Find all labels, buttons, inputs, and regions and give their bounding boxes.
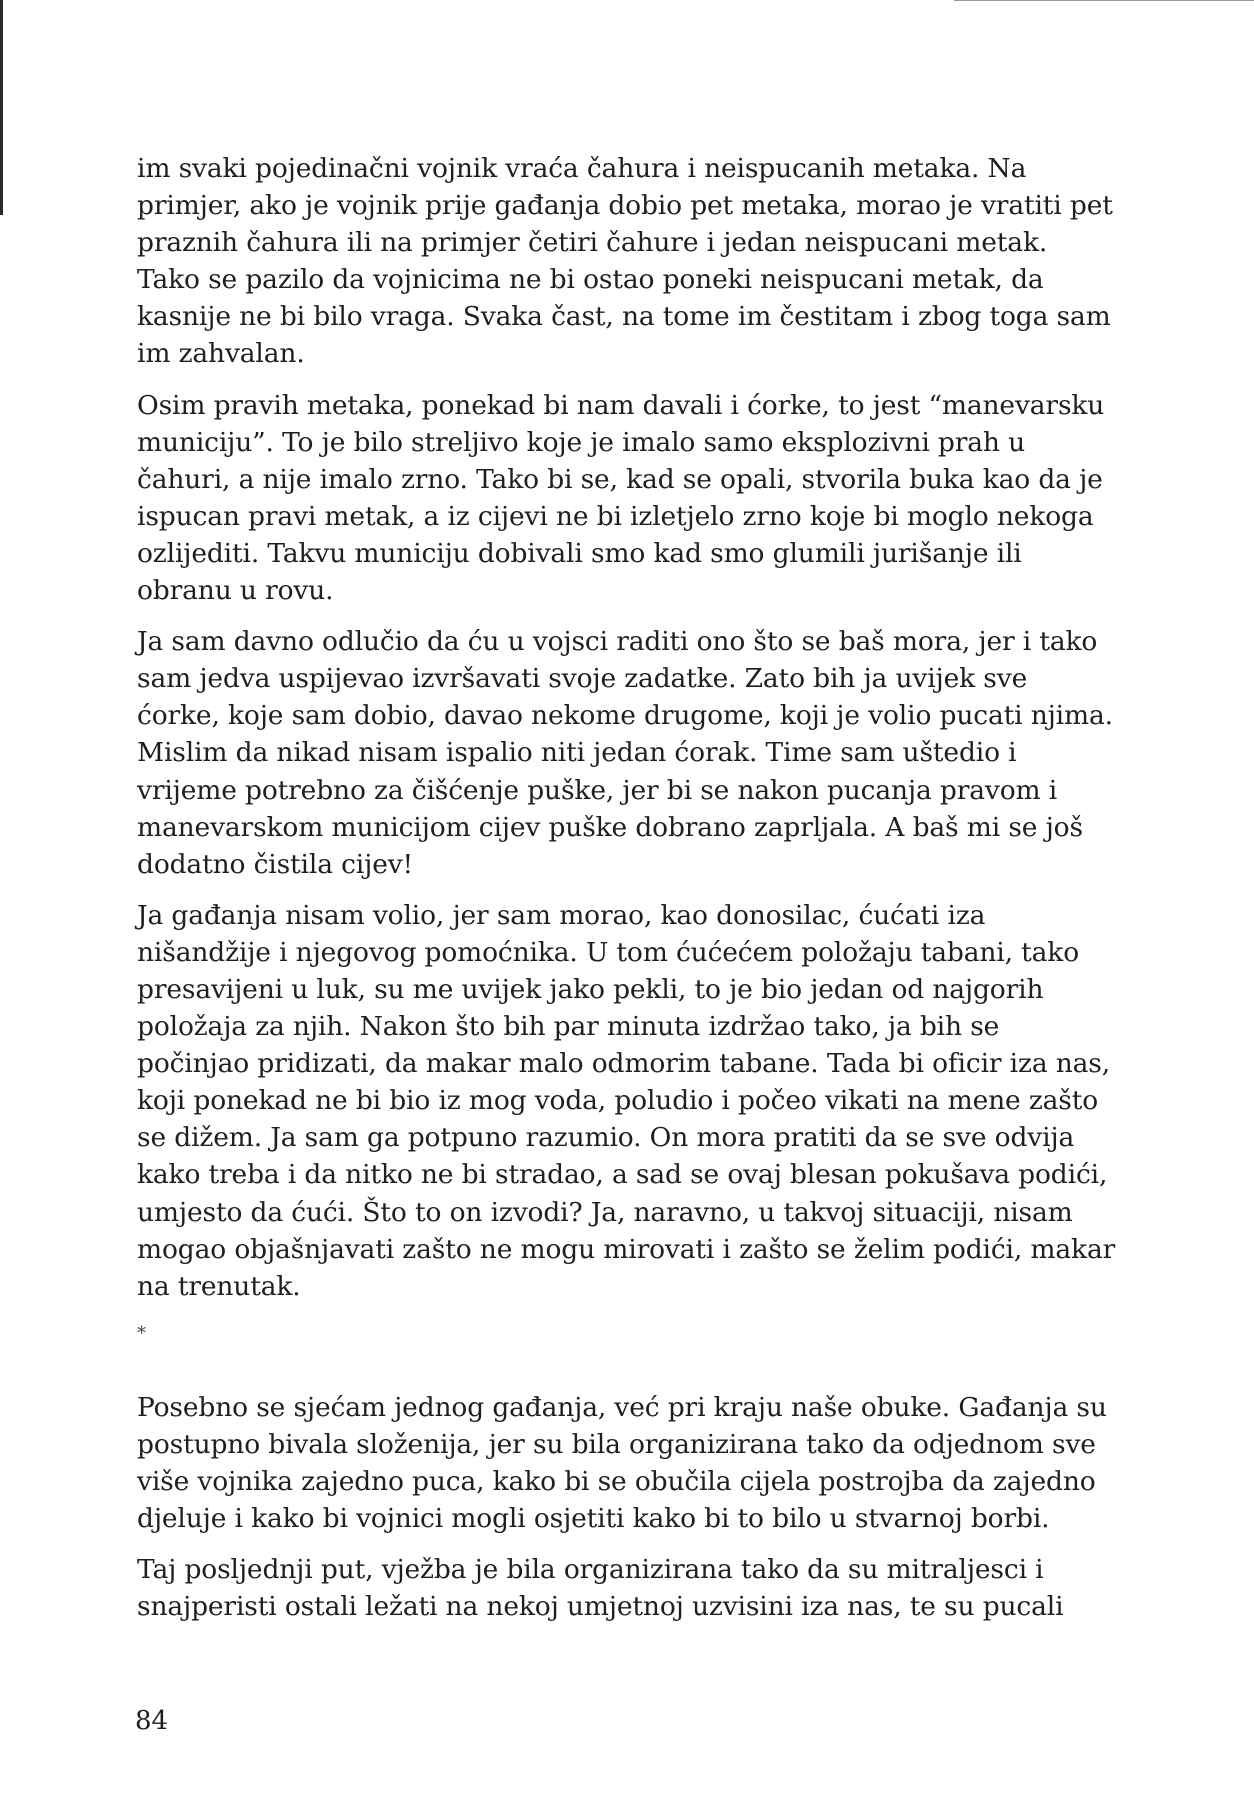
scan-edge-top <box>954 0 1254 1</box>
paragraph: Ja gađanja nisam volio, jer sam morao, kao donosilac, ćućati iza nišandžije i njegovog pomoćnika. U tom ćućećem položaju tabani, tako presavijeni u luk, su me uvijek jako pekli, to je bio jedan od najgorih položaja za njih. Nakon što bih par minuta izdržao tako, ja bih se počinjao pridizati, da makar malo odmorim tabane. Tada bi oficir iza nas, koji ponekad ne bi bio iz mog voda, poludio i počeo vikati na mene zašto se dižem. Ja sam ga potpuno razumio. On mora pratiti da se sve odvija kako treba i da nitko ne bi stradao, a sad se ovaj blesan pokušava podići, umjesto da ćući. Što to on izvodi? Ja, naravno, u takvoj situaciji, nisam mogao objašnjavati zašto ne mogu mirovati i zašto se želim podići, makar na trenutak. <box>137 899 1116 1302</box>
body-text <box>137 150 1117 1625</box>
paragraph: Posebno se sjećam jednog gađanja, već pri kraju naše obuke. Gađanja su postupno bivala složenija, jer su bila organizirana tako da odjednom sve više vojnika zajedno puca, kako bi se obučila cijela postrojba da zajedno djeluje i kako bi vojnici mogli osjetiti kako bi to bilo u stvarnoj borbi. <box>137 1391 1107 1535</box>
paragraph: Osim pravih metaka, ponekad bi nam davali i ćorke, to jest “manevarsku municiju”. To je bilo streljivo koje je imalo samo eksplozivni prah u čahuri, a nije imalo zrno. Tako bi se, kad se opali, stvorila buka kao da je ispucan pravi metak, a iz cijevi ne bi izletjelo zrno koje bi moglo nekoga ozlijediti. Takvu municiju dobivali smo kad smo glumili jurišanje ili obranu u rovu. <box>137 389 1105 607</box>
scan-edge-left <box>0 0 3 215</box>
paragraph: Ja sam davno odlučio da ću u vojsci raditi ono što se baš mora, jer i tako sam jedva uspijevao izvršavati svoje zadatke. Zato bih ja uvijek sve ćorke, koje sam dobio, davao nekome drugome, koji je volio pucati njima. Mislim da nikad nisam ispalio niti jedan ćorak. Time sam uštedio i vrijeme potrebno za čišćenje puške, jer bi se nakon pucanja pravom i manevarskom municijom cijev puške dobrano zaprljala. A baš mi se još dodatno čistila cijev! <box>137 626 1113 880</box>
section-divider: * <box>137 1322 146 1344</box>
paragraph: im svaki pojedinačni vojnik vraća čahura i neispucanih metaka. Na primjer, ako je vojnik prije gađanja dobio pet metaka, morao je vratiti pet praznih čahura ili na primjer četiri čahure i jedan neispucani metak. Tako se pazilo da vojnicima ne bi ostao poneki neispucani metak, da kasnije ne bi bilo vraga. Svaka čast, na tome im čestitam i zbog toga sam im zahvalan. <box>137 153 1113 370</box>
page-number: 84 <box>135 1706 169 1736</box>
paragraph: Taj posljednji put, vježba je bila organizirana tako da su mitraljesci i snajperisti ostali ležati na nekoj umjetnoj uzvisini iza nas, te su pucali <box>137 1554 1064 1623</box>
